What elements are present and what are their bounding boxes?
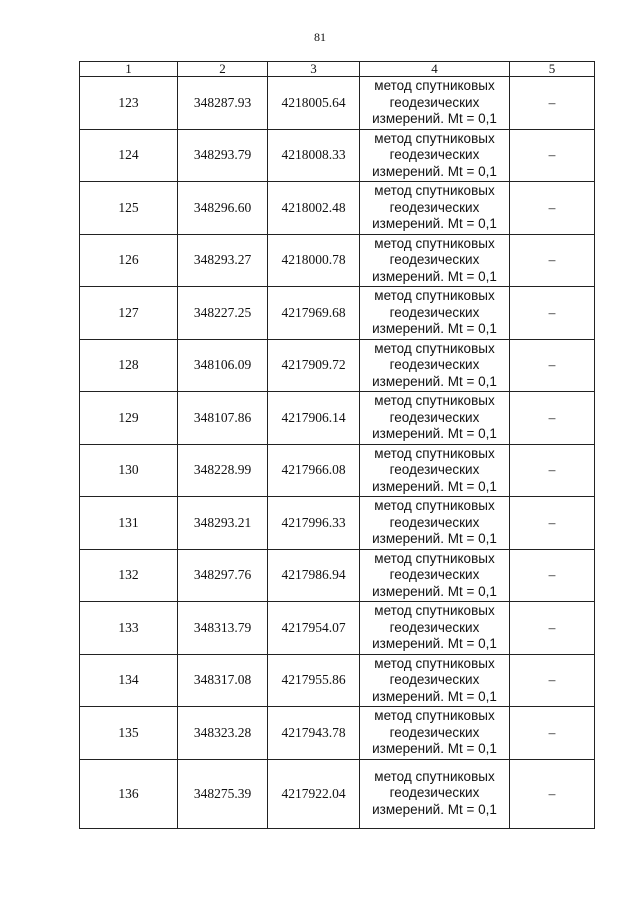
method-cell [360,707,510,760]
y-coordinate-cell: 4217986.94 [268,549,360,602]
method-text-line: метод спутниковых [374,498,495,513]
point-number-cell: 134 [80,654,178,707]
table-row [80,77,595,130]
x-coordinate-cell: 348106.09 [178,339,268,392]
method-cell [360,497,510,550]
x-coordinate-cell: 348296.60 [178,182,268,235]
point-number-cell: 136 [80,759,178,828]
y-coordinate-cell: 4218000.78 [268,234,360,287]
x-coordinate-cell: 348107.86 [178,392,268,445]
column-5-cell: – [510,707,595,760]
method-text-line: метод спутниковых [374,768,495,784]
method-text-line: геодезических [389,619,480,635]
header-row [80,62,595,77]
column-5-cell: – [510,444,595,497]
x-coordinate-cell: 348228.99 [178,444,268,497]
y-coordinate-cell: 4217966.08 [268,444,360,497]
x-coordinate-cell: 348293.79 [178,129,268,182]
y-coordinate-cell: 4217954.07 [268,602,360,655]
point-number-cell: 130 [80,444,178,497]
method-text-line: метод спутниковых [374,183,495,198]
method-text-line: геодезических [389,514,480,530]
x-coordinate-cell: 348293.27 [178,234,268,287]
column-5-cell: – [510,497,595,550]
method-cell [360,549,510,602]
method-text-line: измерений. Mt = 0,1 [372,373,497,389]
method-text-line: геодезических [389,94,480,110]
method-text-line: метод спутниковых [374,550,495,566]
table-row [80,129,595,182]
point-number-cell: 124 [80,129,178,182]
x-coordinate-cell: 348275.39 [178,759,268,828]
method-text-line: геодезических [389,199,480,215]
table-row [80,759,595,828]
method-text-line: геодезических [389,785,480,801]
header-col-2: 2 [178,62,268,77]
header-col-3: 3 [268,62,360,77]
method-text-line: измерений. Mt = 0,1 [372,268,497,284]
x-coordinate-cell: 348297.76 [178,549,268,602]
column-5-cell: – [510,392,595,445]
column-5-cell: – [510,287,595,340]
x-coordinate-cell: 348313.79 [178,602,268,655]
x-coordinate-cell: 348227.25 [178,287,268,340]
y-coordinate-cell: 4218008.33 [268,129,360,182]
method-text-line: геодезических [389,409,480,425]
coordinates-table [79,61,595,829]
method-text-line: метод спутниковых [374,445,495,461]
table-row [80,339,595,392]
y-coordinate-cell: 4217996.33 [268,497,360,550]
method-text-line: метод спутниковых [374,235,495,251]
y-coordinate-cell: 4217922.04 [268,759,360,828]
method-cell [360,654,510,707]
method-text-line: геодезических [389,567,480,582]
method-cell [360,339,510,392]
method-text-line: измерений. Mt = 0,1 [372,636,497,651]
y-coordinate-cell: 4218002.48 [268,182,360,235]
x-coordinate-cell: 348287.93 [178,77,268,130]
table-row [80,707,595,760]
y-coordinate-cell: 4217943.78 [268,707,360,760]
method-text-line: метод спутниковых [374,130,495,146]
column-5-cell: – [510,602,595,655]
table-row [80,182,595,235]
method-text-line: измерений. Mt = 0,1 [372,688,497,704]
method-text-line: метод спутниковых [374,708,495,723]
method-text-line: измерений. Mt = 0,1 [372,478,497,494]
method-cell [360,392,510,445]
point-number-cell: 127 [80,287,178,340]
x-coordinate-cell: 348323.28 [178,707,268,760]
point-number-cell: 131 [80,497,178,550]
column-5-cell: – [510,339,595,392]
table-row [80,444,595,497]
column-5-cell: – [510,549,595,602]
method-text-line: геодезических [389,462,480,477]
method-cell [360,77,510,130]
method-text-line: геодезических [389,304,480,320]
table-row [80,234,595,287]
method-text-line: геодезических [389,724,480,740]
method-text-line: геодезических [389,252,480,267]
method-text-line: метод спутниковых [374,655,495,671]
header-col-5: 5 [510,62,595,77]
table-row [80,549,595,602]
point-number-cell: 125 [80,182,178,235]
method-text-line: измерений. Mt = 0,1 [372,321,497,336]
method-text-line: измерений. Mt = 0,1 [372,801,497,817]
y-coordinate-cell: 4217969.68 [268,287,360,340]
table-row [80,392,595,445]
header-col-4: 4 [360,62,510,77]
method-cell [360,234,510,287]
point-number-cell: 135 [80,707,178,760]
method-text-line: измерений. Mt = 0,1 [372,426,497,441]
method-text-line: измерений. Mt = 0,1 [372,111,497,126]
y-coordinate-cell: 4218005.64 [268,77,360,130]
column-5-cell: – [510,654,595,707]
x-coordinate-cell: 348293.21 [178,497,268,550]
method-text-line: метод спутниковых [374,603,495,618]
method-text-line: геодезических [389,357,480,372]
method-text-line: геодезических [389,147,480,162]
method-cell [360,602,510,655]
method-text-line: метод спутниковых [374,393,495,408]
method-text-line: измерений. Mt = 0,1 [372,741,497,756]
point-number-cell: 128 [80,339,178,392]
header-col-1: 1 [80,62,178,77]
method-text-line: измерений. Mt = 0,1 [372,531,497,546]
y-coordinate-cell: 4217909.72 [268,339,360,392]
method-text-line: измерений. Mt = 0,1 [372,583,497,599]
method-cell [360,129,510,182]
point-number-cell: 126 [80,234,178,287]
table-row [80,654,595,707]
point-number-cell: 129 [80,392,178,445]
point-number-cell: 133 [80,602,178,655]
method-text-line: измерений. Mt = 0,1 [372,163,497,179]
table-row [80,497,595,550]
method-text-line: геодезических [389,672,480,687]
column-5-cell: – [510,759,595,828]
point-number-cell: 123 [80,77,178,130]
point-number-cell: 132 [80,549,178,602]
column-5-cell: – [510,129,595,182]
y-coordinate-cell: 4217955.86 [268,654,360,707]
column-5-cell: – [510,182,595,235]
method-cell [360,287,510,340]
method-text-line: измерений. Mt = 0,1 [372,216,497,231]
table-row [80,287,595,340]
method-cell [360,444,510,497]
y-coordinate-cell: 4217906.14 [268,392,360,445]
method-cell [360,759,510,828]
method-text-line: метод спутниковых [374,78,495,93]
table-row [80,602,595,655]
column-5-cell: – [510,77,595,130]
page-number: 81 [314,30,326,44]
method-text-line: метод спутниковых [374,288,495,303]
method-cell [360,182,510,235]
x-coordinate-cell: 348317.08 [178,654,268,707]
method-text-line: метод спутниковых [374,340,495,356]
column-5-cell: – [510,234,595,287]
